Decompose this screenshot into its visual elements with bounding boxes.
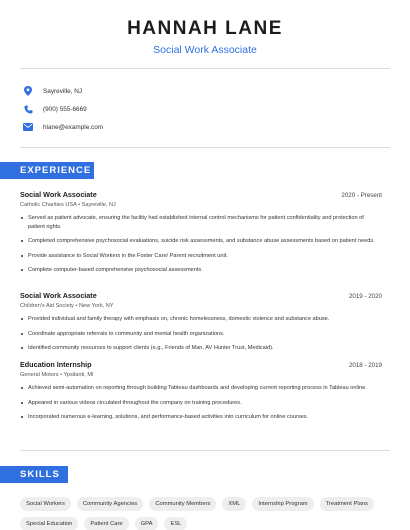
contact-phone-text: (900) 555-6669 — [43, 105, 87, 113]
experience-entry — [20, 190, 382, 281]
bullet-item: Achieved semi-automation on reporting through building Tableau dashboards and developing current reporting process in Tableau online. — [20, 384, 382, 393]
candidate-name: HANNAH LANE — [127, 18, 283, 39]
bullet-item: Provide assistance to Social Workers in the Foster Care/ Parent recruitment unit. — [20, 252, 382, 261]
skill-chip: XML — [222, 497, 246, 511]
contact-email[interactable] — [22, 118, 103, 136]
experience-bullets — [20, 384, 382, 422]
skill-chip: Patient Care — [84, 517, 128, 530]
phone-icon — [22, 103, 34, 115]
contact-phone — [22, 100, 103, 118]
bullet-item: Provided individual and family therapy with emphasis on, chronic homelessness, domestic violence and substance abuse. — [20, 315, 382, 324]
contact-location-text: Sayreville, NJ — [43, 87, 83, 95]
skills-section-heading: SKILLS — [0, 466, 68, 483]
skill-chip: Internship Program — [252, 497, 313, 511]
bullet-item: Completed comprehensive psychosocial evaluations, suicide risk assessments, and substance abuse assessments based on patient needs. — [20, 237, 382, 246]
experience-dates: 2019 - 2020 — [348, 293, 382, 300]
experience-role: Social Work Associate — [20, 190, 97, 199]
experience-entry — [20, 360, 382, 428]
skill-chip: Special Education — [20, 517, 78, 530]
contact-divider — [20, 147, 390, 148]
bullet-item: Complete computer-based comprehensive psychosocial assessments. — [20, 266, 382, 275]
bullet-item: Coordinate appropriate referrals to community and mental health organizations. — [20, 330, 382, 339]
experience-role: Education Internship — [20, 360, 92, 369]
skill-chip: Treatment Plans — [320, 497, 374, 511]
bullet-item: Appeared in various videos circulated throughout the company on training procedures. — [20, 399, 382, 408]
skill-chip: Social Workers — [20, 497, 71, 511]
skill-chip: Community Members — [149, 497, 216, 511]
experience-section-heading: EXPERIENCE — [0, 162, 94, 179]
skills-list — [20, 497, 390, 530]
location-pin-icon — [22, 85, 34, 97]
experience-bullets — [20, 214, 382, 275]
experience-entry — [20, 291, 382, 359]
contact-location — [22, 82, 103, 100]
skill-chip: GPA — [135, 517, 159, 530]
bullet-item: Identified community resources to support clients (e.g., Friends of Man, AV Hunter Trust, Medicaid). — [20, 344, 382, 353]
experience-bullets — [20, 315, 382, 353]
bullet-item: Served as patient advocate, ensuring the facility had established internal control mechanisms for patient confidentiality and protection of patient rights. — [20, 214, 382, 231]
experience-dates: 2020 - Present — [341, 192, 382, 199]
experience-dates: 2018 - 2019 — [348, 362, 382, 369]
header-divider — [20, 68, 390, 69]
bullet-item: Incorporated numerous e-learning, solutions, and performance-based activities into curriculum for online courses. — [20, 413, 382, 422]
experience-organization: Catholic Charities USA • Sayreville, NJ — [20, 202, 116, 208]
experience-divider — [20, 450, 390, 451]
resume-header — [0, 18, 410, 56]
skill-chip: ESL — [164, 517, 187, 530]
skill-chip: Community Agencies — [77, 497, 143, 511]
experience-organization: Children's Aid Society • New York, NY — [20, 303, 114, 309]
experience-organization: General Motors • Ypsilanti, MI — [20, 372, 94, 378]
email-icon — [22, 121, 34, 133]
contact-list — [22, 82, 103, 136]
experience-role: Social Work Associate — [20, 291, 97, 300]
contact-email-text[interactable]: hlane@example.com — [43, 123, 104, 131]
job-title: Social Work Associate — [153, 44, 257, 56]
